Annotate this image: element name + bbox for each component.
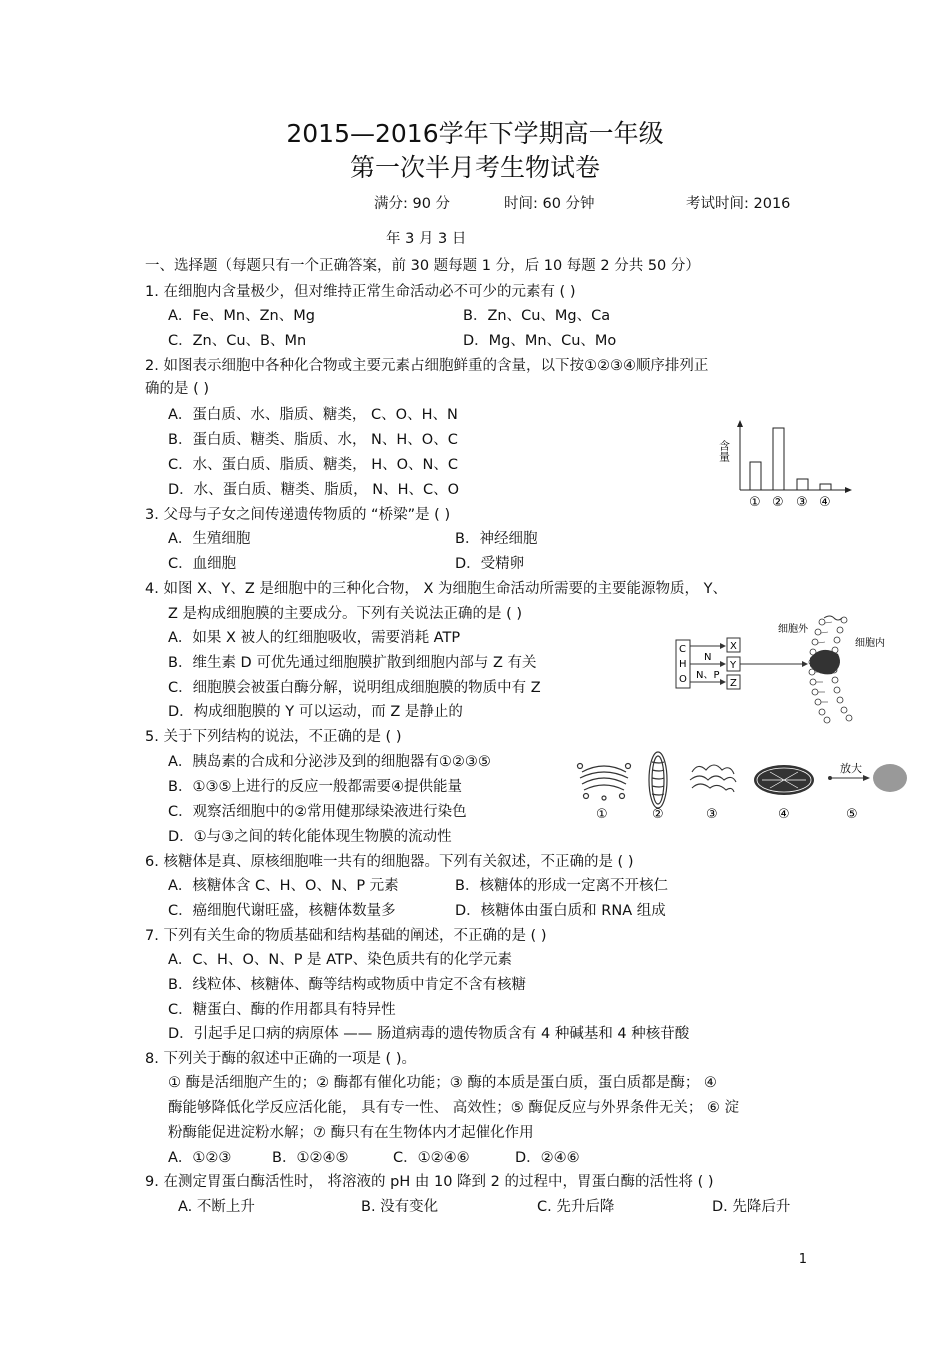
q7-option-d: D．引起手足口病的病原体 —— 肠道病毒的遗传物质含有 4 种碱基和 4 种核苷酸	[168, 1026, 690, 1042]
q5-organelle-figure	[574, 750, 914, 826]
q4-fig-inside: 细胞内	[855, 638, 885, 649]
q5-fig-label-3: ③	[706, 807, 718, 822]
q5-fig-label-2: ②	[652, 807, 664, 822]
q6-stem: 6. 核糖体是真、原核细胞唯一共有的细胞器。下列有关叙述，不正确的是 ( )	[145, 854, 634, 870]
q8-option-c: C．①②④⑥	[393, 1150, 470, 1166]
q3-stem: 3. 父母与子女之间传递遗传物质的 “桥梁”是 ( )	[145, 507, 451, 523]
q6-option-b: B．核糖体的形成一定离不开核仁	[455, 878, 668, 894]
section-heading: 一、选择题（每题只有一个正确答案，前 30 题每题 1 分，后 10 每题 2 分共 50 分）	[145, 258, 700, 274]
mitochondrion	[649, 752, 667, 808]
ribosome-enlarged	[873, 764, 907, 792]
q7-option-a: A．C、H、O、N、P 是 ATP、染色质共有的化学元素	[168, 952, 513, 968]
q2-fig-label-3: ③	[796, 495, 808, 510]
q3-option-b: B．神经细胞	[455, 531, 538, 547]
q9-option-c: C. 先升后降	[537, 1199, 615, 1215]
q1-option-c: C．Zn、Cu、B、Mn	[168, 333, 307, 349]
q4-fig-x: X	[730, 641, 737, 652]
q1-option-d: D．Mg、Mn、Cu、Mo	[463, 333, 617, 349]
q7-stem: 7. 下列有关生命的物质基础和结构基础的阐述，不正确的是 ( )	[145, 928, 547, 944]
q4-fig-o: O	[679, 674, 687, 685]
q5-option-d: D．①与③之间的转化能体现生物膜的流动性	[168, 829, 452, 845]
q4-compound-membrane-figure	[672, 614, 894, 724]
q4-option-c: C．细胞膜会被蛋白酶分解，说明组成细胞膜的物质中有 Z	[168, 680, 541, 696]
page-number: 1	[798, 1252, 807, 1267]
q1-stem: 1. 在细胞内含量极少，但对维持正常生命活动必不可少的元素有 ( )	[145, 284, 576, 300]
q6-option-c: C．癌细胞代谢旺盛，核糖体数量多	[168, 903, 396, 919]
q5-fig-label-5: ⑤	[846, 807, 858, 822]
q2-content-bar-figure	[718, 418, 858, 514]
q5-fig-label-1: ①	[596, 807, 608, 822]
q6-option-d: D．核糖体由蛋白质和 RNA 组成	[455, 903, 666, 919]
q7-option-b: B．线粒体、核糖体、酶等结构或物质中肯定不含有核糖	[168, 977, 526, 993]
q2-fig-label-2: ②	[772, 495, 784, 510]
q4-fig-n: N	[704, 652, 712, 663]
chloroplast	[754, 765, 814, 795]
q9-option-b: B. 没有变化	[361, 1199, 439, 1215]
q2-fig-label-4: ④	[819, 495, 831, 510]
info-time: 时间: 60 分钟	[504, 196, 595, 212]
q2-fig-ylabel: 含量	[718, 440, 731, 462]
q4-fig-c: C	[679, 644, 686, 655]
q2-option-b: B．蛋白质、糖类、脂质、水， N、H、O、C	[168, 432, 458, 448]
bar-1	[750, 462, 761, 490]
info-date: 考试时间: 2016	[686, 196, 791, 212]
q4-fig-h: H	[679, 659, 687, 670]
q2-fig-label-1: ①	[749, 495, 761, 510]
q8-option-b: B．①②④⑤	[272, 1150, 349, 1166]
q8-option-d: D．②④⑥	[515, 1150, 580, 1166]
q5-fig-label-4: ④	[778, 807, 790, 822]
ribosome-dot	[828, 776, 832, 780]
q8-statement-line1: ① 酶是活细胞产生的；② 酶都有催化功能；③ 酶的本质是蛋白质，蛋白质都是酶； ④	[168, 1075, 717, 1091]
info-score: 满分: 90 分	[374, 196, 451, 212]
q5-fig-enlarge: 放大	[840, 762, 862, 775]
q7-option-c: C．糖蛋白、酶的作用都具有特异性	[168, 1002, 396, 1018]
bar-2	[773, 428, 784, 490]
q5-option-b: B．①③⑤上进行的反应一般都需要④提供能量	[168, 779, 462, 795]
q4-option-a: A．如果 X 被人的红细胞吸收，需要消耗 ATP	[168, 630, 461, 646]
q3-option-c: C．血细胞	[168, 556, 237, 572]
q4-stem-line1: 4. 如图 X、Y、Z 是细胞中的三种化合物， X 为细胞生命活动所需要的主要能源物质， Y、	[145, 581, 728, 597]
q4-fig-z: Z	[730, 678, 737, 689]
info-date-continued: 年 3 月 3 日	[386, 231, 467, 247]
glycoprotein-chain	[824, 616, 842, 620]
q4-fig-y: Y	[730, 660, 737, 671]
q3-option-a: A．生殖细胞	[168, 531, 251, 547]
q5-option-a: A．胰岛素的合成和分泌涉及到的细胞器有①②③⑤	[168, 754, 491, 770]
q8-statement-line2: 酶能够降低化学反应活化能， 具有专一性、 高效性；⑤ 酶促反应与外界条件无关； ⑥ 淀	[168, 1100, 740, 1116]
q4-option-b: B．维生素 D 可优先通过细胞膜扩散到细胞内部与 Z 有关	[168, 655, 537, 671]
q8-option-a: A．①②③	[168, 1150, 232, 1166]
q2-option-d: D．水、蛋白质、糖类、脂质， N、H、C、O	[168, 482, 460, 498]
q3-option-d: D．受精卵	[455, 556, 525, 572]
q1-option-a: A．Fe、Mn、Zn、Mg	[168, 308, 315, 324]
bar-4	[820, 484, 831, 490]
bar-3	[797, 479, 808, 490]
title-line-2: 第一次半月考生物试卷	[349, 153, 600, 182]
q9-option-d: D. 先降后升	[712, 1199, 791, 1215]
q2-stem-line1: 2. 如图表示细胞中各种化合物或主要元素占细胞鲜重的含量，以下按①②③④顺序排列正	[145, 358, 709, 374]
q2-option-a: A．蛋白质、水、脂质、糖类， C、O、H、N	[168, 407, 458, 423]
q8-statement-line3: 粉酶能促进淀粉水解；⑦ 酶只有在生物体内才起催化作用	[168, 1125, 534, 1141]
q9-stem: 9. 在测定胃蛋白酶活性时， 将溶液的 pH 由 10 降到 2 的过程中，胃蛋白酶的活性将 ( )	[145, 1174, 714, 1190]
q5-option-c: C．观察活细胞中的②常用健那绿染液进行染色	[168, 804, 467, 820]
q1-option-b: B．Zn、Cu、Mg、Ca	[463, 308, 611, 324]
q4-fig-np: N、P	[696, 670, 720, 681]
q4-stem-line2: Z 是构成细胞膜的主要成分。下列有关说法正确的是 ( )	[168, 606, 523, 622]
q8-stem: 8. 下列关于酶的叙述中正确的一项是 ( )。	[145, 1051, 416, 1067]
q2-stem-line2: 确的是 ( )	[145, 381, 210, 397]
endoplasmic-reticulum	[690, 765, 736, 792]
q4-fig-outside: 细胞外	[778, 624, 808, 635]
title-line-1: 2015—2016学年下学期高一年级	[286, 119, 664, 148]
q4-option-d: D．构成细胞膜的 Y 可以运动，而 Z 是静止的	[168, 704, 463, 720]
q5-stem: 5. 关于下列结构的说法，不正确的是 ( )	[145, 729, 402, 745]
q2-option-c: C．水、蛋白质、脂质、糖类， H、O、N、C	[168, 457, 459, 473]
q6-option-a: A．核糖体含 C、H、O、N、P 元素	[168, 878, 399, 894]
golgi-apparatus	[578, 764, 631, 801]
q9-option-a: A. 不断上升	[178, 1199, 255, 1215]
